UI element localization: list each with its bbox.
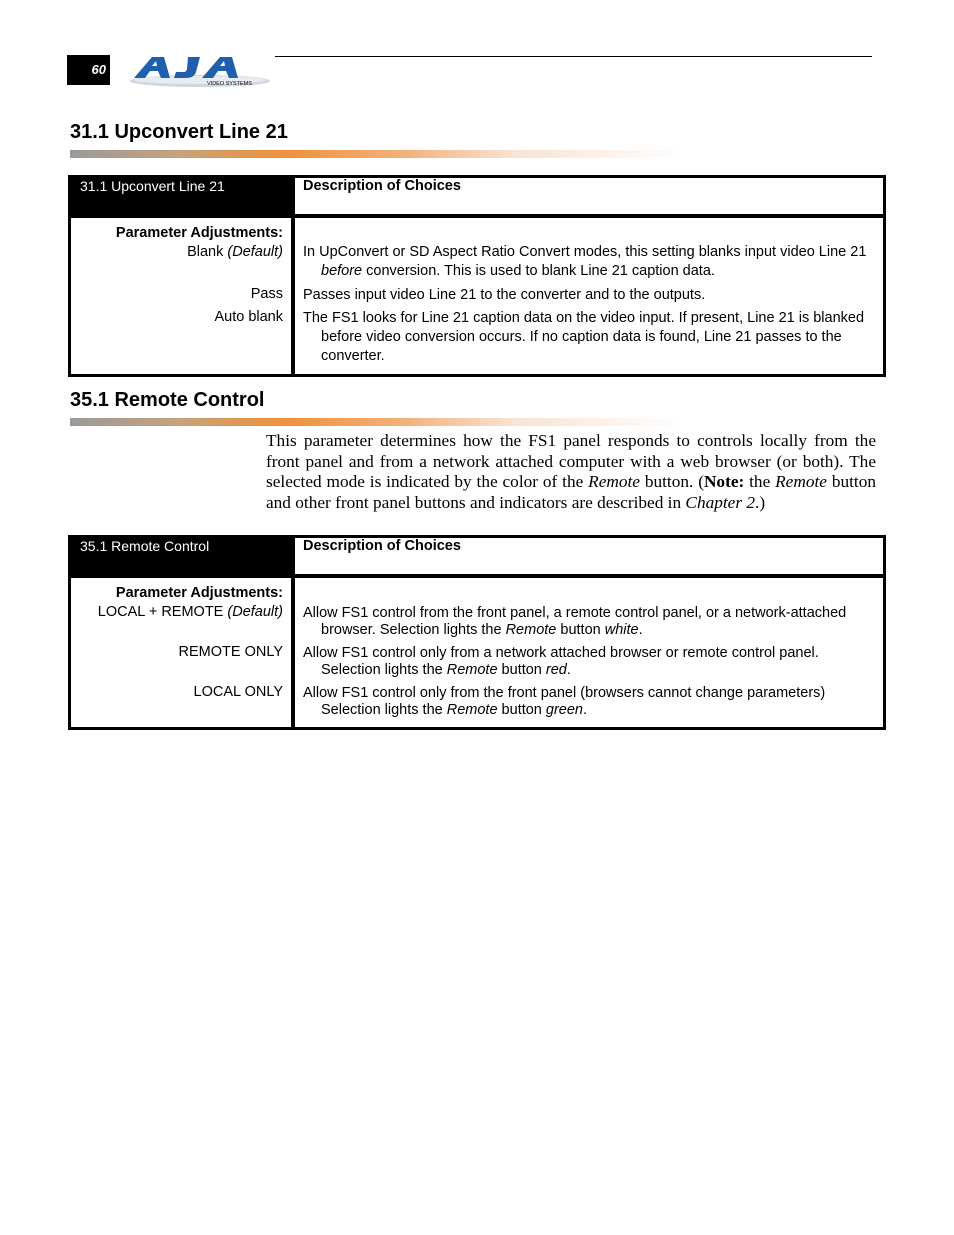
section-title-remote-control: 35.1 Remote Control xyxy=(70,389,265,411)
param-column xyxy=(71,578,295,727)
section-title-upconvert: 31.1 Upconvert Line 21 xyxy=(70,121,288,143)
description-column xyxy=(295,578,883,727)
table-header-row xyxy=(71,538,883,578)
param-pass: Pass xyxy=(250,286,283,302)
upconvert-table xyxy=(68,175,886,377)
table-body-row xyxy=(71,578,883,727)
desc-auto-blank: The FS1 looks for Line 21 caption data on the video input. If present, Line 21 is blanked before video conversion occurs. If no caption data is found, Line 21 passes to the converter. xyxy=(303,310,865,364)
remote-control-table xyxy=(68,535,886,730)
param-local-only: LOCAL ONLY xyxy=(193,684,283,700)
page-number: 60 xyxy=(67,55,110,85)
table-header-left: 35.1 Remote Control xyxy=(71,538,295,578)
desc-local-only: Allow FS1 control only from the front panel (browsers cannot change parameters) Selection lights the Remote button green. xyxy=(303,685,826,718)
param-heading: Parameter Adjustments: xyxy=(115,225,283,241)
table-header-row xyxy=(71,178,883,218)
desc-pass: Passes input video Line 21 to the converter and to the outputs. xyxy=(303,287,706,303)
desc-remote-only: Allow FS1 control only from a network attached browser or remote control panel. Selection lights the Remote button red. xyxy=(303,645,819,678)
param-blank: Blank (Default) xyxy=(187,244,283,260)
header-rule xyxy=(275,56,872,57)
section-title-underline xyxy=(70,418,685,426)
description-column xyxy=(295,218,883,374)
param-local-remote: LOCAL + REMOTE (Default) xyxy=(97,604,283,620)
section-title-underline xyxy=(70,150,685,158)
desc-blank: In UpConvert or SD Aspect Ratio Convert modes, this setting blanks input video Line 21 before conversion. This is used to blank Line 21 caption data. xyxy=(303,244,867,279)
param-heading: Parameter Adjustments: xyxy=(115,585,283,601)
param-auto-blank: Auto blank xyxy=(214,309,283,325)
param-column xyxy=(71,218,295,374)
table-header-right: Description of Choices xyxy=(295,178,883,218)
table-header-right: Description of Choices xyxy=(295,538,883,578)
logo-subtext: VIDEO SYSTEMS xyxy=(207,81,252,87)
table-header-left: 31.1 Upconvert Line 21 xyxy=(71,178,295,218)
remote-control-description: This parameter determines how the FS1 panel responds to controls locally from the front panel and from a network attached computer with a web browser (or both). The selected mode is indicated by the color of the Remote button. (Note: the Remote button and other front panel buttons and indicators are described in Chapter 2.) xyxy=(266,431,876,512)
table-body-row xyxy=(71,218,883,374)
param-remote-only: REMOTE ONLY xyxy=(178,644,283,660)
desc-local-remote: Allow FS1 control from the front panel, a remote control panel, or a network-attached browser. Selection lights the Remote button white. xyxy=(303,605,847,638)
aja-logo xyxy=(130,54,275,88)
